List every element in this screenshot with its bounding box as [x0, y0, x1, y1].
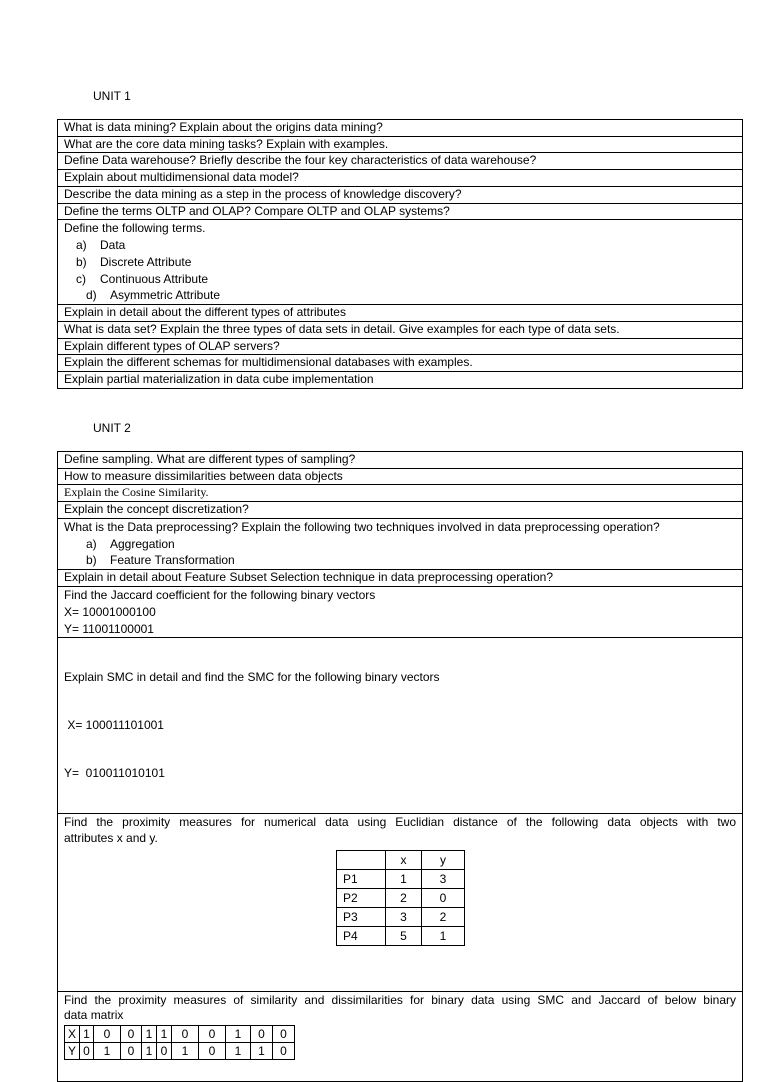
question-cell: Explain partial materialization in data cube implementation — [58, 372, 743, 389]
point-x: 3 — [386, 907, 422, 926]
table-row — [58, 813, 743, 991]
table-row — [58, 120, 743, 137]
question-cell: Explain the different schemas for multidimensional databases with examples. — [58, 355, 743, 372]
unit1-title: UNIT 1 — [93, 89, 131, 103]
vector-x: X= 100011101001 — [64, 718, 164, 733]
question-cell: What is data set? Explain the three types of data sets in detail. Give examples for each type of data sets. — [58, 321, 743, 338]
table-row — [58, 321, 743, 338]
question-text: attributes x and y. — [64, 830, 158, 845]
table-row — [58, 570, 743, 587]
question-text: Find the proximity measures for numerical data using Euclidian distance of the following data objects with two — [64, 814, 736, 829]
list-item: b) Discrete Attribute — [76, 254, 192, 269]
question-text: Explain SMC in detail and find the SMC for the following binary vectors — [64, 669, 440, 684]
table-row — [58, 355, 743, 372]
question-text: What is the Data preprocessing? Explain the following two techniques involved in data preprocessing operation? — [64, 519, 660, 534]
table-row — [58, 502, 743, 519]
table-row — [58, 220, 743, 305]
table-row — [337, 850, 465, 869]
table-row — [58, 468, 743, 485]
point-x: 1 — [386, 869, 422, 888]
point-y: 0 — [422, 888, 465, 907]
points-header-cell: x — [386, 850, 422, 869]
matrix-cell: 1 — [142, 1042, 157, 1059]
question-cell: Describe the data mining as a step in the process of knowledge discovery? — [58, 186, 743, 203]
point-y: 2 — [422, 907, 465, 926]
question-cell: Explain the concept discretization? — [58, 502, 743, 519]
matrix-cell: 0 — [94, 1025, 121, 1042]
vector-y: Y= 11001100001 — [64, 621, 154, 636]
matrix-cell: 1 — [80, 1025, 94, 1042]
question-cell — [58, 220, 743, 305]
table-row — [58, 153, 743, 170]
table-row — [58, 338, 743, 355]
question-cell — [58, 586, 743, 637]
point-name: P2 — [337, 888, 386, 907]
matrix-cell: 1 — [142, 1025, 157, 1042]
question-cell: Define the terms OLTP and OLAP? Compare OLTP and OLAP systems? — [58, 203, 743, 220]
question-cell: What is data mining? Explain about the origins data mining? — [58, 120, 743, 137]
points-table — [336, 850, 465, 946]
table-row — [58, 372, 743, 389]
point-y: 3 — [422, 869, 465, 888]
matrix-cell: 0 — [199, 1025, 226, 1042]
question-cell — [58, 991, 743, 1081]
list-item: a) Aggregation — [86, 536, 175, 551]
question-text: Find the proximity measures of similarity and dissimilarities for binary data using SMC and Jaccard of below binary — [64, 992, 736, 1007]
points-header-cell: y — [422, 850, 465, 869]
question-cell: Explain the Cosine Similarity. — [58, 485, 743, 502]
question-text: data matrix — [64, 1007, 124, 1022]
question-cell: Explain in detail about the different types of attributes — [58, 305, 743, 322]
question-cell: Explain about multidimensional data model? — [58, 170, 743, 187]
matrix-cell: 1 — [226, 1042, 251, 1059]
matrix-cell: 0 — [251, 1025, 273, 1042]
question-text: Define the following terms. — [64, 221, 206, 236]
question-cell — [58, 518, 743, 569]
matrix-cell: 0 — [121, 1025, 142, 1042]
matrix-cell: 0 — [157, 1042, 172, 1059]
question-text: Find the Jaccard coefficient for the following binary vectors — [64, 587, 376, 602]
table-row — [65, 1042, 295, 1059]
matrix-cell: 0 — [80, 1042, 94, 1059]
matrix-cell: 0 — [172, 1025, 199, 1042]
table-row — [337, 888, 465, 907]
point-y: 1 — [422, 926, 465, 945]
table-row — [58, 186, 743, 203]
matrix-cell: 0 — [273, 1025, 295, 1042]
table-row — [58, 485, 743, 502]
question-cell: What are the core data mining tasks? Explain with examples. — [58, 136, 743, 153]
question-cell: Define sampling. What are different types of sampling? — [58, 452, 743, 469]
table-row — [337, 869, 465, 888]
matrix-cell: 0 — [273, 1042, 295, 1059]
point-x: 2 — [386, 888, 422, 907]
matrix-cell: 0 — [121, 1042, 142, 1059]
table-row — [65, 1025, 295, 1042]
matrix-cell: 1 — [226, 1025, 251, 1042]
table-row — [58, 991, 743, 1081]
points-header-cell — [337, 850, 386, 869]
matrix-cell: 1 — [172, 1042, 199, 1059]
table-row — [58, 136, 743, 153]
question-cell — [58, 637, 743, 813]
question-cell: How to measure dissimilarities between data objects — [58, 468, 743, 485]
table-row — [58, 305, 743, 322]
list-item: c) Continuous Attribute — [76, 271, 209, 286]
list-item: b) Feature Transformation — [86, 553, 235, 568]
table-row — [58, 203, 743, 220]
table-row — [58, 586, 743, 637]
question-cell: Define Data warehouse? Briefly describe the four key characteristics of data warehouse? — [58, 153, 743, 170]
table-row — [58, 637, 743, 813]
list-item: d) Asymmetric Attribute — [86, 288, 221, 303]
matrix-row-label: X — [65, 1025, 80, 1042]
binary-matrix — [64, 1025, 295, 1060]
point-name: P1 — [337, 869, 386, 888]
table-row — [337, 926, 465, 945]
point-name: P4 — [337, 926, 386, 945]
question-cell: Explain different types of OLAP servers? — [58, 338, 743, 355]
vector-x: X= 10001000100 — [64, 604, 156, 619]
matrix-cell: 1 — [157, 1025, 172, 1042]
question-cell: Explain in detail about Feature Subset Selection technique in data preprocessing operation? — [58, 570, 743, 587]
matrix-row-label: Y — [65, 1042, 80, 1059]
unit2-title: UNIT 2 — [93, 421, 131, 435]
point-x: 5 — [386, 926, 422, 945]
matrix-cell: 0 — [199, 1042, 226, 1059]
list-item: a) Data — [76, 238, 126, 253]
table-row — [337, 907, 465, 926]
unit1-question-table — [57, 119, 743, 389]
unit2-question-table — [57, 451, 743, 1082]
table-row — [58, 170, 743, 187]
table-row — [58, 452, 743, 469]
vector-y: Y= 010011010101 — [64, 766, 165, 781]
matrix-cell: 1 — [251, 1042, 273, 1059]
matrix-cell: 1 — [94, 1042, 121, 1059]
point-name: P3 — [337, 907, 386, 926]
table-row — [58, 518, 743, 569]
question-cell — [58, 813, 743, 991]
